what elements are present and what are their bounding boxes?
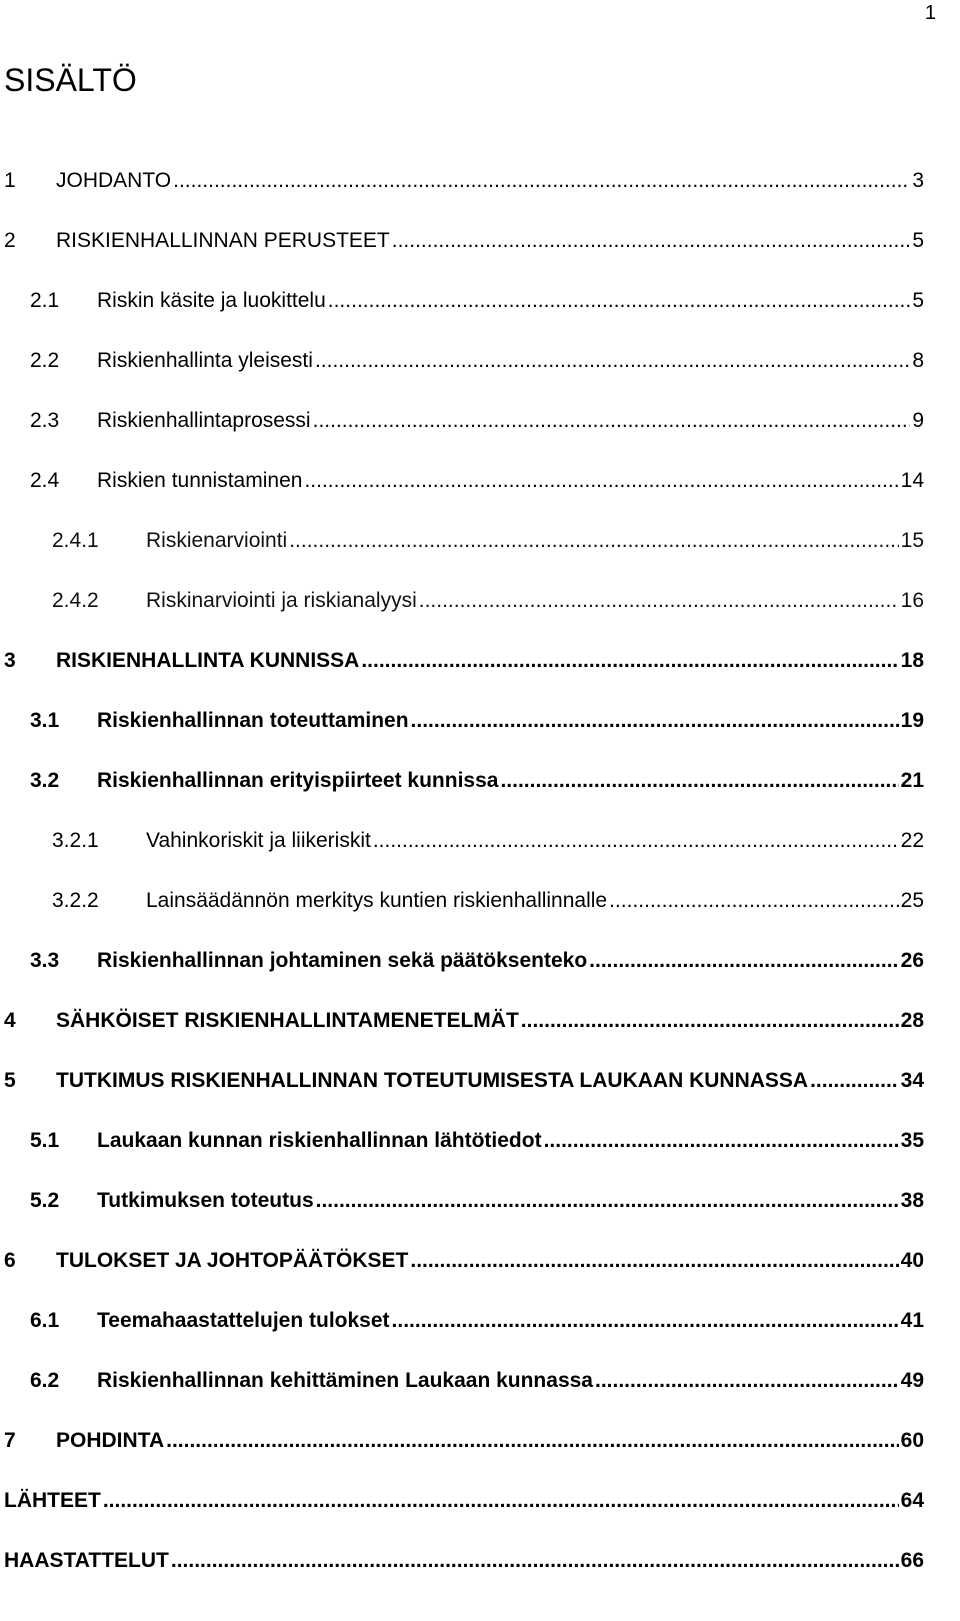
toc-entry-number: 7 <box>4 1429 16 1452</box>
dot-leader <box>289 524 898 558</box>
toc-entry-title: RISKIENHALLINTA KUNNISSA <box>56 649 360 672</box>
toc-entry-page: 9 <box>912 409 924 432</box>
toc-entry-number: 2.4.1 <box>52 529 99 552</box>
dot-leader <box>500 764 898 798</box>
toc-entry-riskienhallinnan-johtaminen[interactable] <box>0 944 960 978</box>
toc-entry-number: 3.3 <box>30 949 60 972</box>
dot-leader <box>166 1424 899 1458</box>
toc-entry-number: 3.2.2 <box>52 889 99 912</box>
toc-entry-title: Laukaan kunnan riskienhallinnan lähtötiedot <box>97 1129 542 1152</box>
toc-entry-riskien-tunnistaminen[interactable] <box>0 464 960 498</box>
dot-leader <box>609 884 899 918</box>
toc-entry-page: 5 <box>912 289 924 312</box>
toc-entry-number: 3.2 <box>30 769 60 792</box>
toc-entry-title: SÄHKÖISET RISKIENHALLINTAMENETELMÄT <box>56 1009 519 1032</box>
dot-leader <box>361 644 898 678</box>
toc-entry-page: 40 <box>900 1249 924 1272</box>
dot-leader <box>544 1124 899 1158</box>
toc-entry-title: LÄHTEET <box>4 1489 101 1512</box>
dot-leader <box>419 584 899 618</box>
toc-entry-page: 25 <box>900 889 924 912</box>
toc-entry-teemahaastattelujen-tulokset[interactable] <box>0 1304 960 1338</box>
toc-entry-title: Riskin käsite ja luokittelu <box>97 289 326 312</box>
toc-entry-vahinkoriskit-ja-liikeriskit[interactable] <box>0 824 960 858</box>
toc-entry-title: Riskienhallinnan toteuttaminen <box>97 709 409 732</box>
toc-entry-page: 5 <box>912 229 924 252</box>
toc-entry-number: 2.4 <box>30 469 60 492</box>
dot-leader <box>313 404 911 438</box>
toc-entry-riskienhallinnan-perusteet[interactable] <box>0 224 960 258</box>
toc-entry-title: Riskienhallinta yleisesti <box>97 349 313 372</box>
toc-entry-page: 8 <box>912 349 924 372</box>
toc-entry-riskienarviointi[interactable] <box>0 524 960 558</box>
toc-entry-title: Riskienarviointi <box>146 529 288 552</box>
toc-entry-number: 2.3 <box>30 409 60 432</box>
dot-leader <box>392 224 911 258</box>
toc-entry-page: 41 <box>900 1309 924 1332</box>
toc-entry-title: Riskienhallinnan kehittäminen Laukaan kunnassa <box>97 1369 593 1392</box>
dot-leader <box>810 1064 899 1098</box>
toc-entry-number: 6 <box>4 1249 16 1272</box>
toc-entry-lahteet[interactable] <box>0 1484 960 1518</box>
toc-entry-title: TUTKIMUS RISKIENHALLINNAN TOTEUTUMISESTA LAUKAAN KUNNASSA <box>56 1069 809 1092</box>
toc-entry-page: 22 <box>900 829 924 852</box>
page-number: 1 <box>924 2 936 24</box>
toc-entry-haastattelut[interactable] <box>0 1544 960 1578</box>
toc-entry-page: 19 <box>900 709 924 732</box>
toc-entry-tulokset-ja-johtopaatokset[interactable] <box>0 1244 960 1278</box>
toc-entry-number: 3.1 <box>30 709 60 732</box>
toc-entry-page: 14 <box>900 469 924 492</box>
toc-entry-page: 64 <box>900 1489 924 1512</box>
toc-entry-title: RISKIENHALLINNAN PERUSTEET <box>56 229 390 252</box>
dot-leader <box>316 1184 899 1218</box>
toc-entry-number: 2.2 <box>30 349 60 372</box>
toc-entry-page: 49 <box>900 1369 924 1392</box>
toc-entry-lainsaadannon-merkitys[interactable] <box>0 884 960 918</box>
toc-entry-title: HAASTATTELUT <box>4 1549 169 1572</box>
toc-entry-page: 66 <box>900 1549 924 1572</box>
dot-leader <box>171 1544 899 1578</box>
toc-entry-tutkimus[interactable] <box>0 1064 960 1098</box>
toc-entry-title: Riskinarviointi ja riskianalyysi <box>146 589 417 612</box>
toc-entry-number: 3.2.1 <box>52 829 99 852</box>
toc-entry-page: 15 <box>900 529 924 552</box>
toc-entry-riskinarviointi-ja-riskianalyysi[interactable] <box>0 584 960 618</box>
toc-entry-page: 38 <box>900 1189 924 1212</box>
toc-entry-page: 21 <box>900 769 924 792</box>
toc-entry-title: Riskien tunnistaminen <box>97 469 303 492</box>
dot-leader <box>103 1484 899 1518</box>
dot-leader <box>410 1244 898 1278</box>
toc-entry-page: 34 <box>900 1069 924 1092</box>
toc-entry-number: 6.2 <box>30 1369 60 1392</box>
toc-entry-number: 4 <box>4 1009 16 1032</box>
toc-entry-number: 6.1 <box>30 1309 60 1332</box>
dot-leader <box>328 284 911 318</box>
toc-entry-number: 5.1 <box>30 1129 60 1152</box>
dot-leader <box>595 1364 899 1398</box>
toc-entry-riskin-kasite[interactable] <box>0 284 960 318</box>
toc-entry-number: 2.4.2 <box>52 589 99 612</box>
toc-entry-number: 5.2 <box>30 1189 60 1212</box>
toc-entry-page: 3 <box>912 169 924 192</box>
toc-entry-page: 35 <box>900 1129 924 1152</box>
dot-leader <box>373 824 899 858</box>
toc-entry-pohdinta[interactable] <box>0 1424 960 1458</box>
dot-leader <box>411 704 899 738</box>
toc-entry-riskienhallinta-kunnissa[interactable] <box>0 644 960 678</box>
toc-entry-title: Teemahaastattelujen tulokset <box>97 1309 390 1332</box>
toc-entry-title: Tutkimuksen toteutus <box>97 1189 314 1212</box>
toc-entry-johdanto[interactable] <box>0 164 960 198</box>
toc-entry-title: Riskienhallinnan johtaminen sekä päätöksenteko <box>97 949 588 972</box>
toc-entry-title: POHDINTA <box>56 1429 165 1452</box>
toc-entry-page: 18 <box>900 649 924 672</box>
toc-entry-title: Lainsäädännön merkitys kuntien riskienhallinnalle <box>146 889 608 912</box>
dot-leader <box>392 1304 899 1338</box>
toc-entry-number: 3 <box>4 649 16 672</box>
toc-entry-title: Vahinkoriskit ja liikeriskit <box>146 829 371 852</box>
page-title: SISÄLTÖ <box>4 62 137 98</box>
toc-entry-riskienhallinnan-erityispiirteet[interactable] <box>0 764 960 798</box>
dot-leader <box>173 164 910 198</box>
toc-entry-tutkimuksen-toteutus[interactable] <box>0 1184 960 1218</box>
dot-leader <box>521 1004 899 1038</box>
toc-entry-title: Riskienhallintaprosessi <box>97 409 311 432</box>
dot-leader <box>315 344 910 378</box>
toc-entry-page: 26 <box>900 949 924 972</box>
toc-entry-riskienhallinnan-toteuttaminen[interactable] <box>0 704 960 738</box>
toc-entry-riskienhallinnan-kehittaminen[interactable] <box>0 1364 960 1398</box>
toc-entry-riskienhallinta-yleisesti[interactable] <box>0 344 960 378</box>
toc-entry-number: 2 <box>4 229 16 252</box>
toc-entry-number: 1 <box>4 169 16 192</box>
toc-entry-page: 60 <box>900 1429 924 1452</box>
toc-entry-sahkoiset-riskienhallintamenetelmat[interactable] <box>0 1004 960 1038</box>
toc-entry-title: TULOKSET JA JOHTOPÄÄTÖKSET <box>56 1249 409 1272</box>
dot-leader <box>589 944 898 978</box>
toc-entry-number: 5 <box>4 1069 16 1092</box>
toc-entry-title: JOHDANTO <box>56 169 172 192</box>
toc-entry-page: 16 <box>900 589 924 612</box>
dot-leader <box>304 464 898 498</box>
toc-entry-number: 2.1 <box>30 289 60 312</box>
toc-entry-title: Riskienhallinnan erityispiirteet kunnissa <box>97 769 499 792</box>
toc-entry-laukaan-kunnan-lahtotiedot[interactable] <box>0 1124 960 1158</box>
toc-entry-riskienhallintaprosessi[interactable] <box>0 404 960 438</box>
toc-entry-page: 28 <box>900 1009 924 1032</box>
